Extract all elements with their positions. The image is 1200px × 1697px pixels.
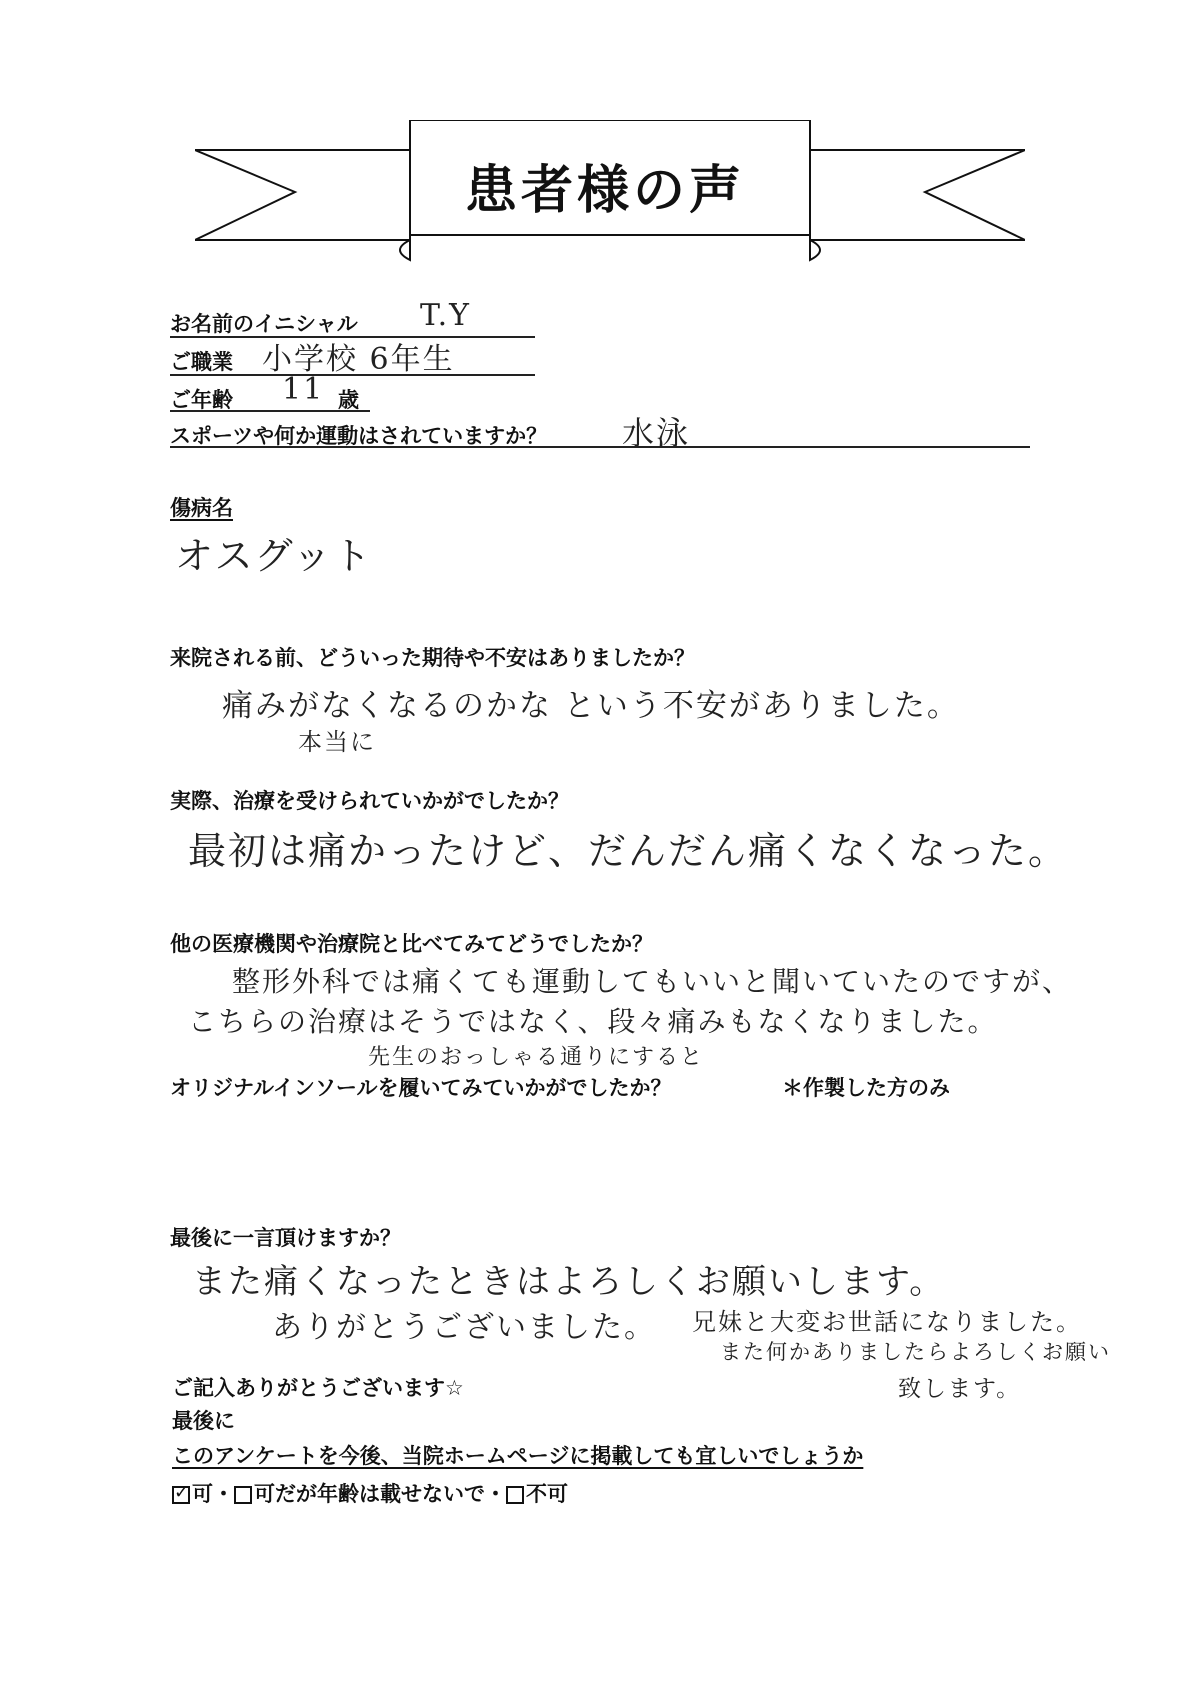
q5-answer-side1: 兄妹と大変お世話になりました。 xyxy=(692,1308,1082,1336)
page-title: 患者様の声 xyxy=(464,160,745,221)
option3-label: 不可 xyxy=(526,1482,568,1506)
q5-answer-line2: ありがとうございました。 xyxy=(272,1310,656,1345)
sports-value: 水泳 xyxy=(622,414,691,452)
sports-rule xyxy=(170,446,1030,448)
option1-checkbox[interactable] xyxy=(172,1486,190,1504)
q4-note: ＊作製した方のみ xyxy=(782,1076,950,1100)
q2-label: 実際、治療を受けられていかがでしたか？ xyxy=(170,789,569,813)
footer-question: このアンケートを今後、当院ホームページに掲載しても宜しいでしょうか xyxy=(172,1444,864,1468)
initial-label: お名前のイニシャル xyxy=(170,312,358,336)
age-rule xyxy=(170,410,370,412)
q1-answer-insert: 本当に xyxy=(298,728,376,756)
publish-options xyxy=(172,1478,568,1508)
age-value: 11 xyxy=(282,372,325,407)
q2-answer: 最初は痛かったけど、だんだん痛くなくなった。 xyxy=(188,829,1069,873)
q3-answer-insert: 先生のおっしゃる通りにすると xyxy=(368,1045,705,1070)
q5-answer-side3: 致します。 xyxy=(898,1376,1022,1402)
q3-answer-line1: 整形外科では痛くても運動してもいいと聞いていたのですが、 xyxy=(232,965,1073,998)
q3-label: 他の医療機関や治療院と比べてみてどうでしたか？ xyxy=(170,932,653,956)
q5-label: 最後に一言頂けますか？ xyxy=(170,1226,401,1250)
age-unit: 歳 xyxy=(338,388,359,412)
option2-label: 可だが年齢は載せないで・ xyxy=(254,1482,506,1506)
option1-label: 可・ xyxy=(192,1482,234,1506)
option3-checkbox[interactable] xyxy=(506,1486,524,1504)
occupation-label: ご職業 xyxy=(170,350,233,374)
initial-value: T.Y xyxy=(420,298,471,333)
q3-answer-line2: こちらの治療はそうではなく、段々痛みもなくなりました。 xyxy=(188,1005,998,1038)
footer-thanks: ご記入ありがとうございます☆ xyxy=(172,1376,464,1400)
injury-value: オスグット xyxy=(175,534,373,578)
q5-answer-line1: また痛くなったときはよろしくお願いします。 xyxy=(192,1262,946,1302)
option2-checkbox[interactable] xyxy=(234,1486,252,1504)
q1-answer-line1: 痛みがなくなるのかな という不安がありました。 xyxy=(222,688,960,724)
occupation-rule xyxy=(170,374,535,376)
q1-label: 来院される前、どういった期待や不安はありましたか？ xyxy=(170,646,695,670)
q5-answer-side2: また何かありましたらよろしくお願い xyxy=(720,1340,1111,1364)
sports-label: スポーツや何か運動はされていますか？ xyxy=(170,424,548,448)
injury-label: 傷病名 xyxy=(170,496,233,520)
age-label: ご年齢 xyxy=(170,388,233,412)
occupation-value: 小学校 6年生 xyxy=(262,342,455,377)
q4-label: オリジナルインソールを履いてみていかがでしたか？ xyxy=(170,1076,672,1100)
footer-last: 最後に xyxy=(172,1409,235,1433)
